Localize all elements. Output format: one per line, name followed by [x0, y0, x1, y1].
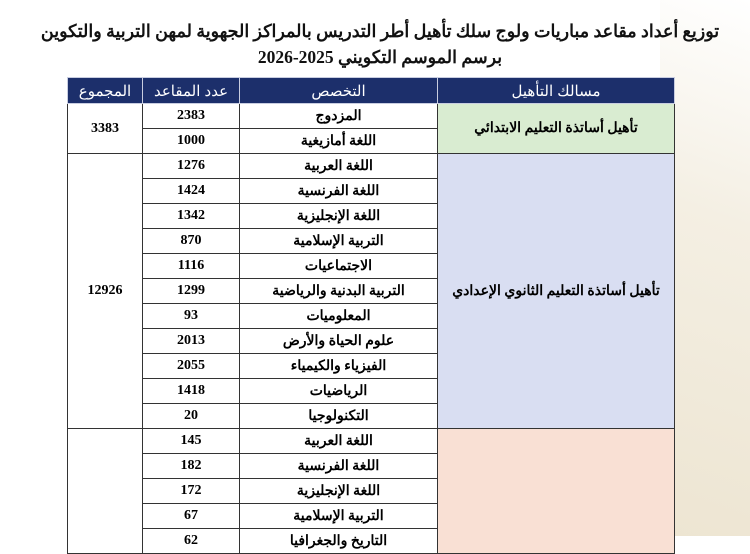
seats-cell: 1276 [143, 154, 240, 179]
seats-cell: 2383 [143, 104, 240, 129]
seats-cell: 67 [143, 504, 240, 529]
specialty-cell: اللغة العربية [240, 154, 438, 179]
specialty-cell: الرياضيات [240, 379, 438, 404]
table-row [68, 429, 675, 454]
specialty-cell: المعلوميات [240, 304, 438, 329]
specialty-cell: المزدوج [240, 104, 438, 129]
seats-cell: 1424 [143, 179, 240, 204]
specialty-cell: التربية الإسلامية [240, 229, 438, 254]
seats-cell: 1299 [143, 279, 240, 304]
seats-cell: 145 [143, 429, 240, 454]
table-row [68, 104, 675, 129]
specialty-cell: اللغة أمازيغية [240, 129, 438, 154]
track-cell: تأهيل أساتذة التعليم الابتدائي [438, 104, 675, 154]
seats-cell: 93 [143, 304, 240, 329]
total-cell: 12926 [68, 154, 143, 429]
seats-cell: 182 [143, 454, 240, 479]
header-total: المجموع [68, 78, 143, 104]
page-title: توزيع أعداد مقاعد مباريات ولوج سلك تأهيل أطر التدريس بالمراكز الجهوية لمهن التربية والتكوين برسم الموسم التكويني 2025-2026 [40, 21, 720, 67]
seats-cell: 870 [143, 229, 240, 254]
track-cell: تأهيل أساتذة التعليم الثانوي الإعدادي [438, 154, 675, 429]
specialty-cell: التاريخ والجغرافيا [240, 529, 438, 554]
specialty-cell: اللغة الفرنسية [240, 179, 438, 204]
seats-cell: 2013 [143, 329, 240, 354]
specialty-cell: اللغة العربية [240, 429, 438, 454]
header-track: مسالك التأهيل [438, 78, 675, 104]
table-header [68, 78, 675, 104]
header-specialty: التخصص [240, 78, 438, 104]
seats-cell: 1418 [143, 379, 240, 404]
table-row [68, 154, 675, 179]
seats-cell: 1116 [143, 254, 240, 279]
seats-cell: 1000 [143, 129, 240, 154]
specialty-cell: التربية الإسلامية [240, 504, 438, 529]
seats-cell: 2055 [143, 354, 240, 379]
specialty-cell: التربية البدنية والرياضية [240, 279, 438, 304]
seats-table [67, 77, 675, 554]
track-cell [438, 429, 675, 554]
specialty-cell: التكنولوجيا [240, 404, 438, 429]
total-cell [68, 429, 143, 554]
seats-cell: 20 [143, 404, 240, 429]
total-cell: 3383 [68, 104, 143, 154]
seats-cell: 172 [143, 479, 240, 504]
seats-cell: 1342 [143, 204, 240, 229]
specialty-cell: اللغة الفرنسية [240, 454, 438, 479]
seats-cell: 62 [143, 529, 240, 554]
specialty-cell: الاجتماعيات [240, 254, 438, 279]
specialty-cell: علوم الحياة والأرض [240, 329, 438, 354]
specialty-cell: اللغة الإنجليزية [240, 479, 438, 504]
specialty-cell: الفيزياء والكيمياء [240, 354, 438, 379]
header-seats: عدد المقاعد [143, 78, 240, 104]
specialty-cell: اللغة الإنجليزية [240, 204, 438, 229]
